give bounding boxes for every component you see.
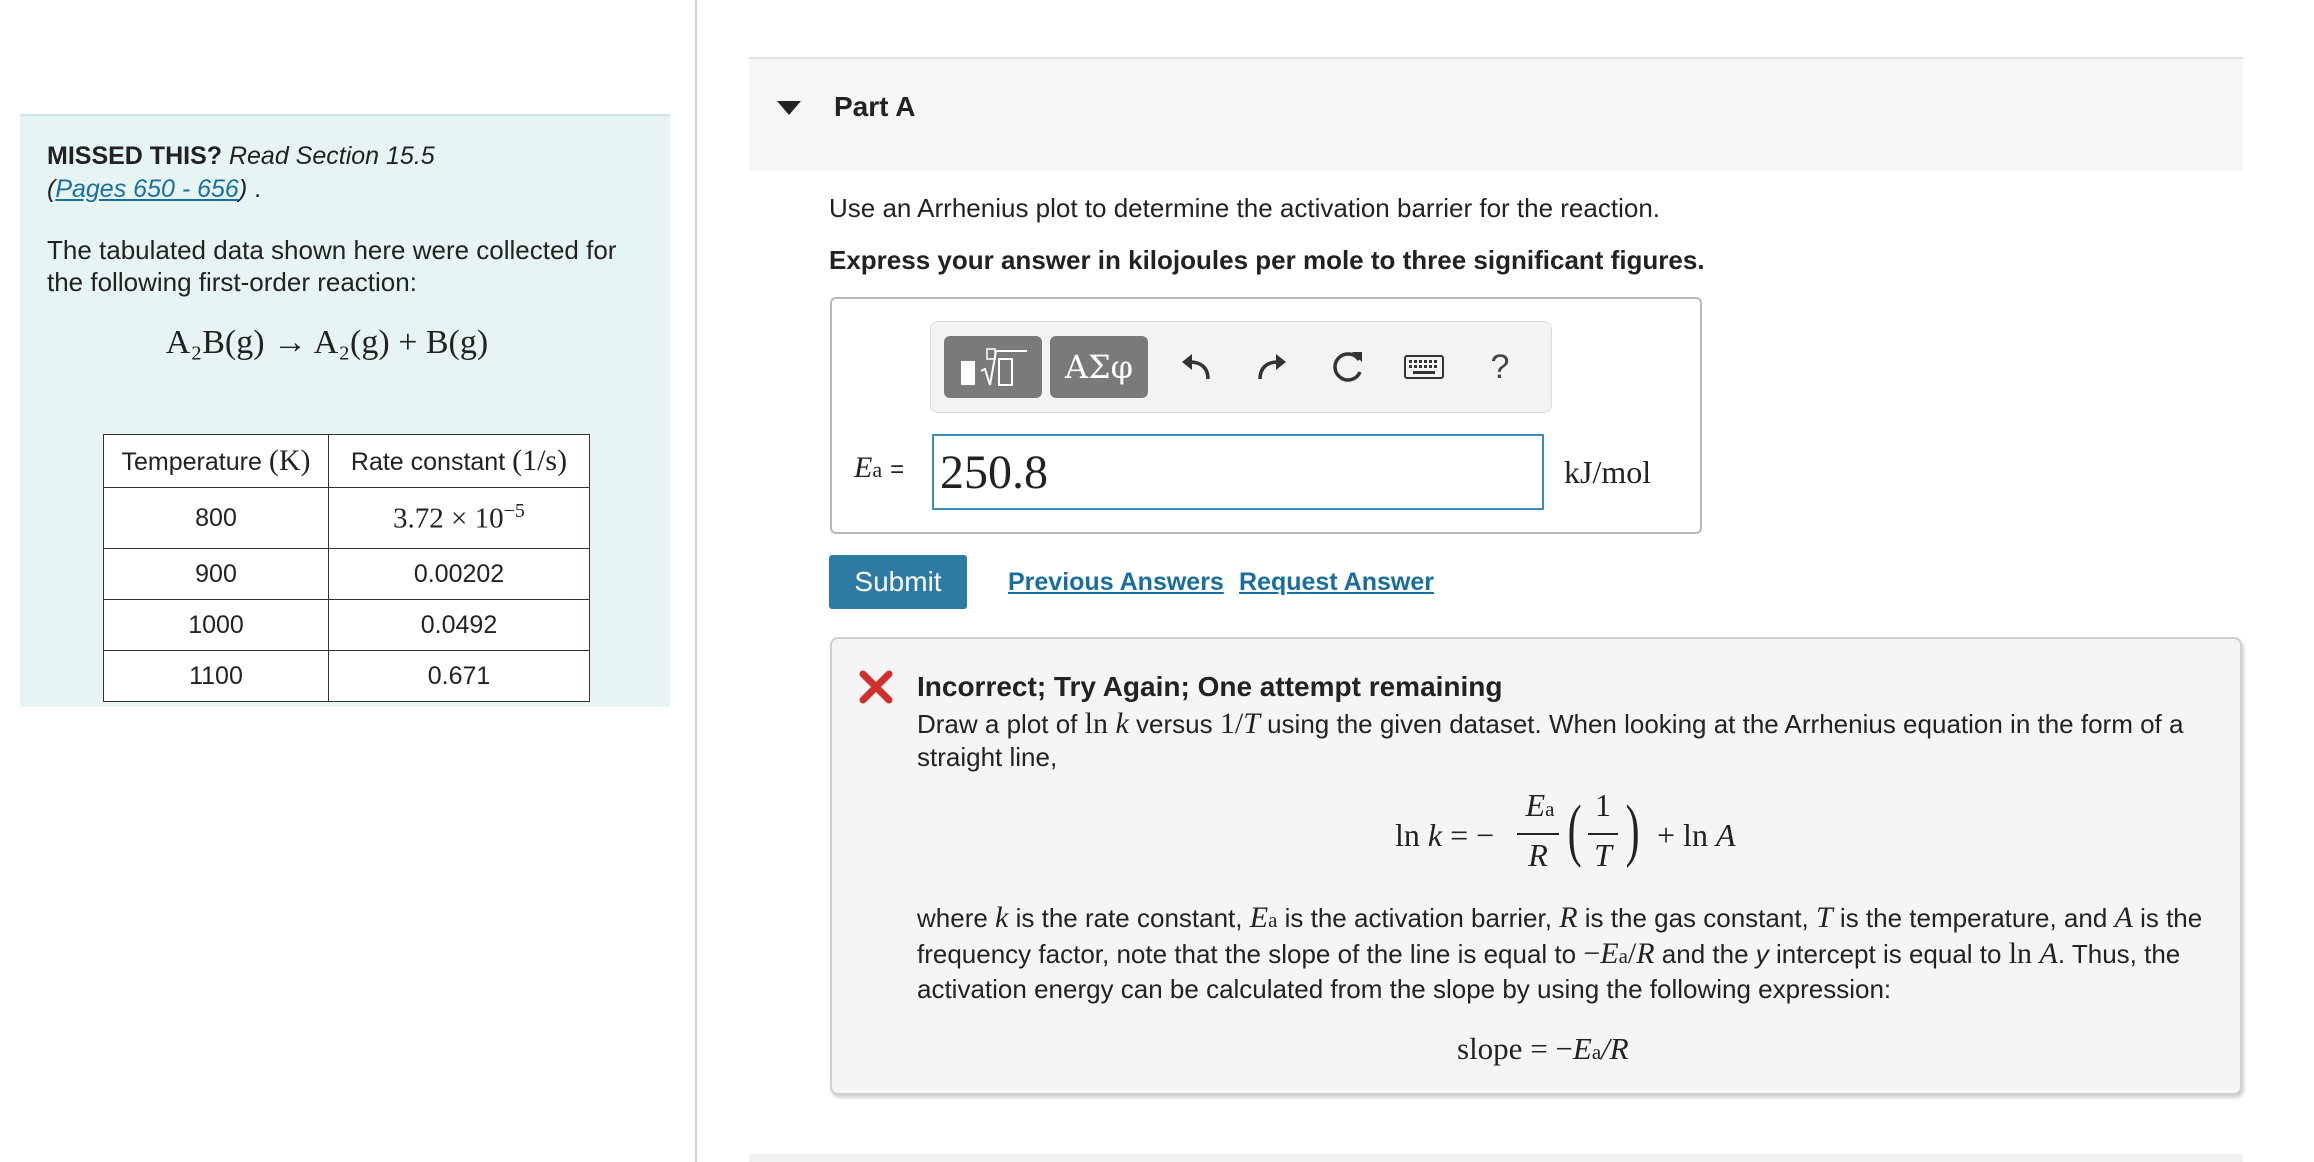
temperature-cell: 1000 [104,600,329,651]
template-icon [953,343,1033,391]
part-a-title: Part A [834,91,916,122]
undo-button[interactable] [1171,336,1221,398]
express-instruction: Express your answer in kilojoules per mole to three significant figures. [829,245,1705,275]
table-row [104,488,590,549]
keyboard-icon [1404,353,1444,381]
table-header-row [104,435,590,488]
request-answer-link[interactable]: Request Answer [1239,568,1434,596]
missed-this-label: MISSED THIS? [47,142,223,170]
reset-button[interactable] [1323,336,1373,398]
incorrect-x-icon [858,669,894,705]
part-a-header[interactable] [749,57,2243,171]
slope-formula: slope = −Ea/R [1457,1031,1629,1066]
rate-constant-header: Rate constant (1/s) [329,435,590,488]
pages-link[interactable]: Pages 650 - 656 [55,175,239,203]
rate-cell: $3.72 \times 10^{-5}$ [329,488,590,549]
temperature-cell: 900 [104,549,329,600]
answer-box [830,297,1702,534]
temperature-cell: 1100 [104,651,329,702]
greek-icon: ΑΣφ [1064,348,1134,386]
next-part-edge [749,1154,2243,1162]
instruction-text: Use an Arrhenius plot to determine the activation barrier for the reaction. [829,193,1660,223]
temperature-header: Temperature (K) [104,435,329,488]
rate-cell: 0.0492 [329,600,590,651]
answer-input[interactable]: 250.8 [932,434,1544,510]
column-divider [695,0,697,1162]
table-row [104,600,590,651]
unit-label: kJ/mol [1564,454,1652,490]
read-section-label: Read Section 15.5 [228,142,435,170]
help-button[interactable] [1475,336,1525,398]
feedback-paragraph-2: where k is the rate constant, Ea is the activation barrier, R is the gas constant, T is the temperature, and A is the frequency factor, note that the slope of the line is equal to −Ea/R and the y intercept is equal to ln A. Thus, the activation energy can be calculated from the slope by using the following expression: [917,901,2203,1004]
missed-this-panel [20,114,670,707]
greek-button[interactable] [1050,336,1148,398]
math-toolbar [930,321,1552,413]
previous-answers-link[interactable]: Previous Answers [1008,568,1224,596]
feedback-box [830,637,2242,1095]
ea-label: Ea = [854,451,905,484]
rate-cell: 0.671 [329,651,590,702]
data-table [103,434,590,702]
redo-button[interactable] [1247,336,1297,398]
temperature-cell: 800 [104,488,329,549]
table-row [104,651,590,702]
collapse-triangle-icon[interactable] [777,101,801,115]
feedback-paragraph-1: Draw a plot of ln k versus 1/T using the given dataset. When looking at the Arrhenius equation in the form of a straight line, [917,707,2184,772]
feedback-title: Incorrect; Try Again; One attempt remaining [917,671,1503,702]
table-row [104,549,590,600]
intro-text: The tabulated data shown here were collected for the following first-order reaction: [47,235,617,297]
undo-icon [1178,349,1214,385]
arrhenius-formula: ln k = − Ea R ( 1 T ) + ln A [1395,787,1736,873]
reaction-equation: A₂B(g) → A₂(g) + B(g) [165,324,489,361]
redo-icon [1254,349,1290,385]
keyboard-button[interactable] [1399,336,1449,398]
template-button[interactable] [944,336,1042,398]
submit-button[interactable]: Submit [829,555,967,609]
rate-cell: 0.00202 [329,549,590,600]
missed-this-text: MISSED THIS? Read Section 15.5 (Pages 650 - 656) . [47,142,435,203]
help-icon: ? [1490,347,1510,386]
reset-icon [1329,348,1367,386]
